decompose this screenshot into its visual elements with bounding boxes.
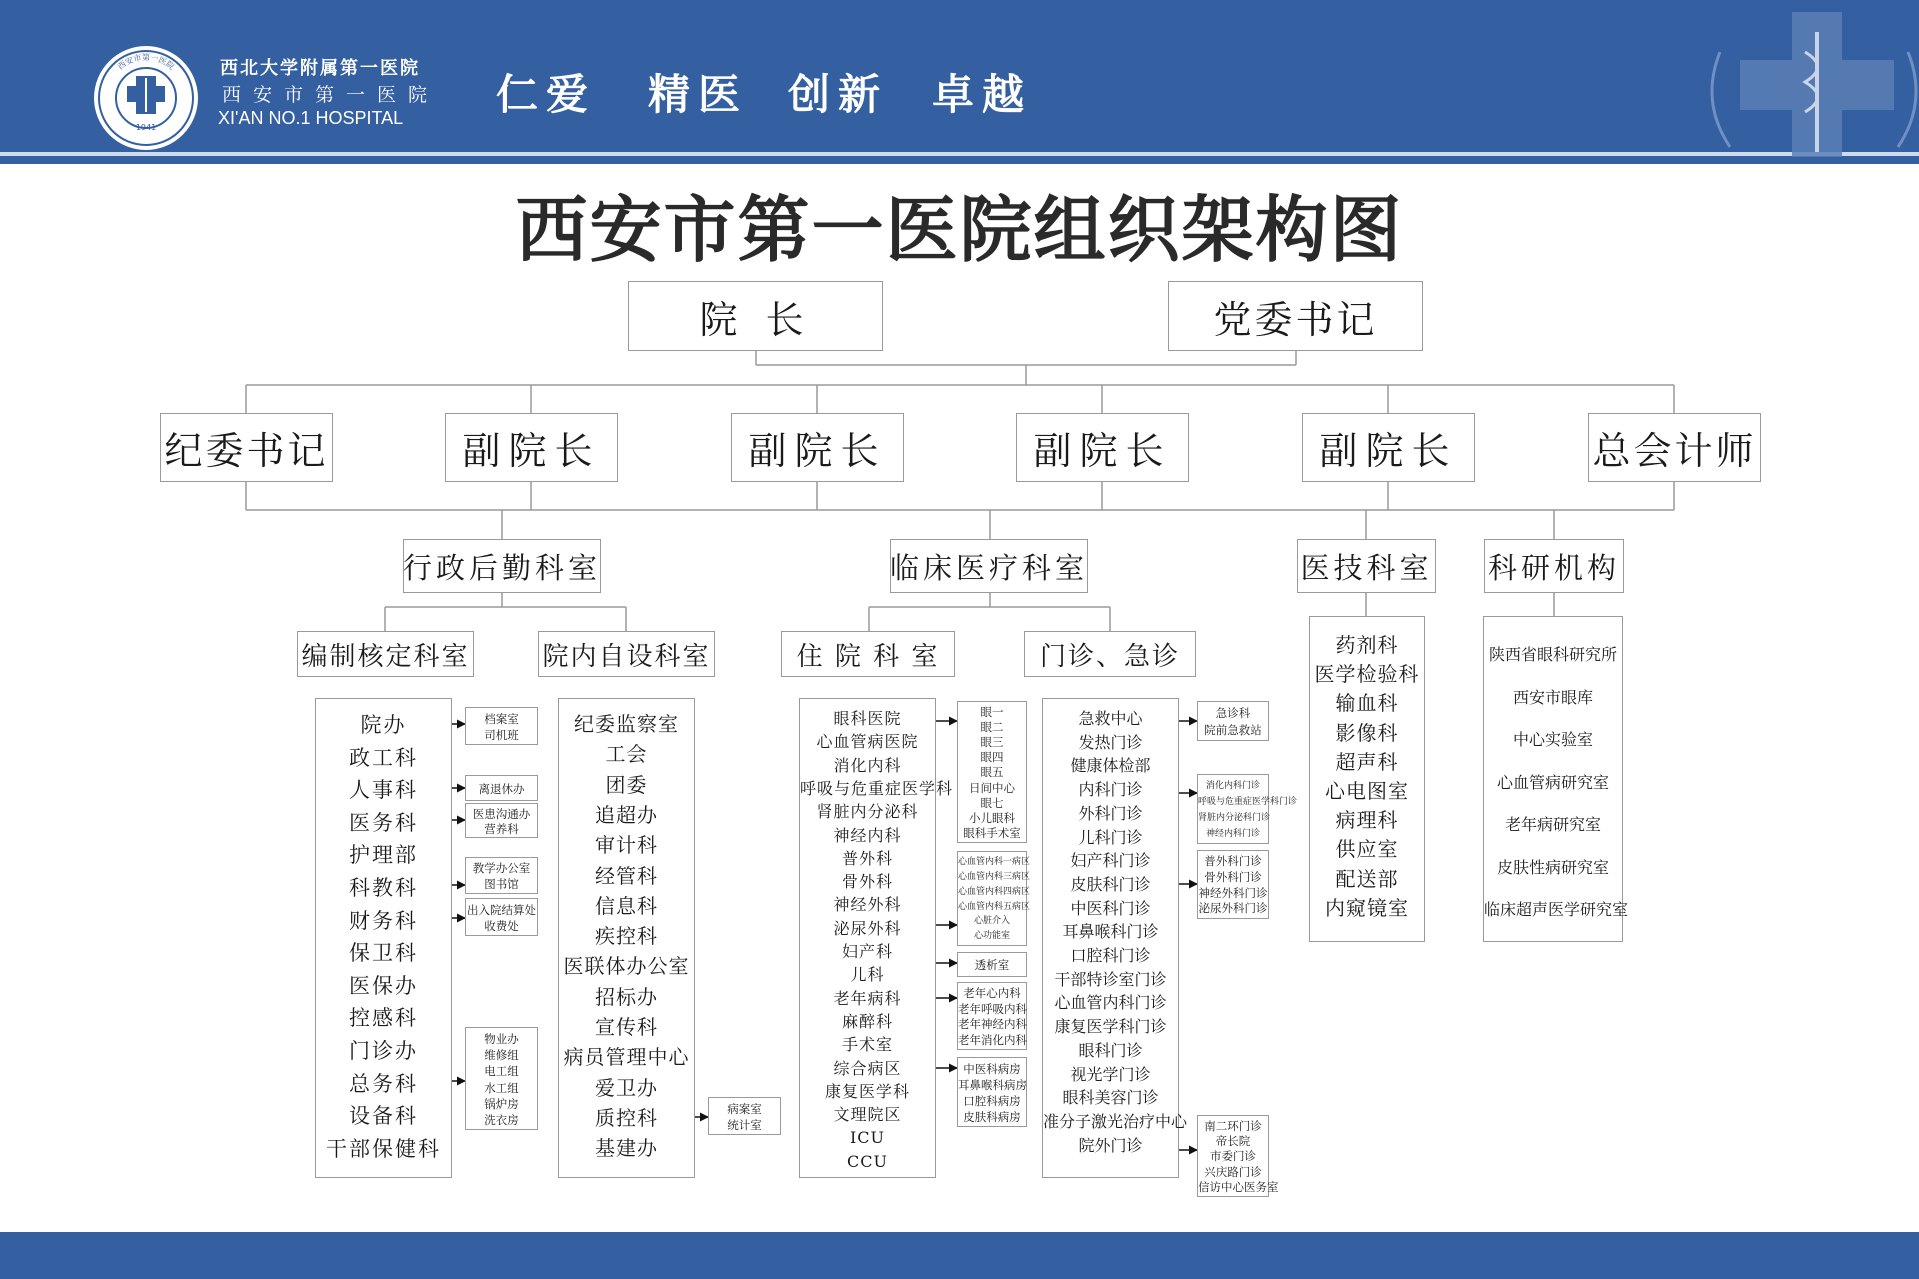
list-item: 经管科 — [595, 863, 658, 888]
sub-unit-item: 眼二 — [980, 720, 1004, 735]
research-institute-list — [1483, 616, 1629, 942]
sub-unit-item: 呼吸与危重症医学科门诊 — [1198, 797, 1298, 807]
sub-unit-box — [1197, 774, 1298, 844]
list-item: 准分子激光治疗中心 — [1043, 1111, 1188, 1131]
list-item: 干部特诊室门诊 — [1054, 969, 1167, 989]
list-item: 人事科 — [349, 778, 418, 803]
sub-unit-item: 肾脏内分泌科门诊 — [1198, 813, 1271, 823]
list-item: 神经内科 — [833, 825, 902, 845]
list-item: 皮肤科门诊 — [1070, 874, 1151, 894]
sub-unit-item: 中医科病房 — [963, 1062, 1021, 1076]
list-item: 宣传科 — [595, 1015, 658, 1039]
sub-unit-box — [1197, 1115, 1279, 1197]
sub-unit-box — [1197, 701, 1269, 741]
list-item: 口腔科门诊 — [1070, 946, 1151, 965]
sub-unit-box — [465, 775, 538, 801]
sub-unit-item: 水工组 — [484, 1080, 519, 1095]
list-item: 团委 — [605, 772, 648, 797]
list-item: 护理部 — [349, 843, 418, 868]
list-item: 耳鼻喉科门诊 — [1062, 922, 1159, 942]
list-item: 中心实验室 — [1512, 730, 1593, 749]
list-item: 文理院区 — [833, 1105, 902, 1125]
sub-unit-box — [957, 1057, 1027, 1127]
internal-department-list — [558, 698, 695, 1178]
list-item: 工会 — [605, 742, 648, 767]
sub-unit-item: 眼五 — [980, 765, 1004, 780]
sub-unit-item: 神经内科门诊 — [1205, 829, 1260, 839]
sub-unit-item: 锅炉房 — [484, 1096, 519, 1111]
list-item: 配送部 — [1335, 866, 1399, 891]
sub-unit-item: 收费处 — [484, 919, 519, 933]
sub-unit-item: 日间中心 — [969, 780, 1015, 795]
inpatient-department-list — [799, 698, 954, 1178]
sub-unit-box — [465, 707, 538, 745]
category-clinical: 临床医疗科室 — [890, 539, 1088, 593]
sub-unit-item: 急诊科 — [1215, 706, 1251, 720]
list-item: 外科门诊 — [1078, 803, 1143, 823]
sub-unit-item: 老年神经内科 — [958, 1017, 1027, 1031]
list-item: 财务科 — [349, 908, 418, 933]
sub-unit-item: 维修组 — [484, 1048, 519, 1063]
sub-unit-item: 市委门诊 — [1210, 1149, 1256, 1164]
sub-unit-item: 兴庆路门诊 — [1204, 1164, 1262, 1179]
list-item: 门诊办 — [349, 1039, 418, 1063]
list-item: 医学检验科 — [1314, 662, 1420, 687]
list-item: 医务科 — [349, 810, 418, 835]
list-item: 妇产科 — [841, 942, 893, 961]
sub-unit-item: 医患沟通办 — [472, 807, 531, 821]
list-item: 控感科 — [349, 1006, 418, 1031]
list-item: 医保办 — [349, 973, 418, 998]
discipline-secretary-box: 纪委书记 — [160, 413, 333, 482]
list-item: 健康体检部 — [1070, 756, 1151, 776]
list-item: 中医科门诊 — [1070, 898, 1151, 918]
hospital-name-cn-1: 西北大学附属第一医院 — [220, 58, 420, 79]
list-item: 眼科美容门诊 — [1062, 1088, 1159, 1108]
sub-unit-item: 口腔科病房 — [963, 1094, 1021, 1108]
sub-unit-box — [465, 1027, 538, 1130]
sub-unit-item: 消化内科门诊 — [1205, 781, 1260, 791]
sub-unit-item: 统计室 — [727, 1118, 762, 1132]
sub-unit-item: 院前急救站 — [1204, 723, 1262, 737]
sub-unit-item: 普外科门诊 — [1204, 854, 1262, 868]
sub-unit-item: 信访中心医务室 — [1198, 1179, 1279, 1194]
list-item: 病理科 — [1335, 808, 1399, 833]
sub-unit-item: 眼四 — [980, 750, 1004, 765]
motto-2: 精医 — [648, 70, 749, 119]
list-item: 眼科门诊 — [1078, 1040, 1143, 1060]
sub-unit-item: 图书馆 — [484, 876, 519, 891]
motto-3: 创新 — [788, 70, 889, 119]
sub-unit-item: 皮肤科病房 — [963, 1110, 1021, 1124]
sub-unit-item: 出入院结算处 — [467, 903, 536, 917]
list-item: 临床超声医学研究室 — [1484, 900, 1629, 919]
category-admin: 行政后勤科室 — [403, 539, 601, 593]
list-item: 麻醉科 — [841, 1011, 893, 1031]
sub-unit-item: 骨外科门诊 — [1204, 869, 1262, 884]
sub-unit-box — [465, 803, 538, 838]
sub-unit-box — [1197, 850, 1269, 919]
sub-unit-item: 心血管内科三病区 — [958, 871, 1031, 882]
list-item: 心血管病研究室 — [1496, 772, 1609, 792]
subcategory-inpatient: 住 院 科 室 — [781, 631, 955, 677]
list-item: 纪委监察室 — [574, 712, 679, 736]
list-item: 儿科门诊 — [1078, 827, 1143, 847]
list-item: 招标办 — [595, 984, 658, 1009]
list-item: 供应室 — [1335, 837, 1399, 862]
list-item: 心血管病医院 — [816, 732, 919, 752]
chief-accountant-box: 总会计师 — [1588, 413, 1761, 482]
subcategory-internal: 院内自设科室 — [538, 631, 715, 677]
sub-unit-item: 心血管内科一病区 — [958, 857, 1031, 867]
sub-unit-item: 教学办公室 — [472, 861, 531, 875]
sub-unit-item: 泌尿外科门诊 — [1198, 901, 1268, 916]
list-item: 妇产科门诊 — [1070, 851, 1151, 871]
sub-unit-box — [957, 851, 1031, 946]
sub-unit-box — [708, 1097, 781, 1135]
list-item: 追超办 — [595, 802, 658, 827]
list-item: 消化内科 — [833, 755, 902, 775]
logo-year: 1941 — [135, 123, 157, 132]
sub-unit-item: 病案室 — [727, 1102, 762, 1116]
list-item: 质控科 — [595, 1105, 658, 1130]
sub-unit-item: 眼一 — [980, 705, 1004, 719]
list-item: 泌尿外科 — [833, 918, 902, 938]
list-item: 急救中心 — [1078, 709, 1143, 728]
list-item: 老年病科 — [833, 988, 902, 1008]
subcategory-staffing: 编制核定科室 — [297, 631, 474, 677]
vice-president-box-1: 副院长 — [445, 413, 618, 482]
sub-unit-item: 老年心内科 — [963, 986, 1021, 1000]
list-item: 神经外科 — [833, 895, 902, 915]
list-item: 总务科 — [349, 1071, 418, 1096]
outpatient-department-list — [1042, 698, 1188, 1178]
sub-unit-item: 小儿眼科 — [969, 810, 1015, 825]
list-item: 康复医学科门诊 — [1054, 1017, 1167, 1037]
list-item: CCU — [847, 1151, 888, 1171]
staffing-department-list — [315, 698, 452, 1178]
list-item: 输血科 — [1335, 691, 1399, 716]
list-item: 儿科 — [850, 965, 885, 985]
list-item: 病员管理中心 — [563, 1045, 690, 1070]
sub-unit-item: 司机班 — [484, 728, 519, 742]
list-item: 内科门诊 — [1078, 780, 1143, 800]
list-item: ICU — [849, 1128, 886, 1148]
list-item: 干部保健科 — [326, 1136, 441, 1161]
medtech-department-list — [1309, 616, 1425, 942]
list-item: 骨外科 — [841, 872, 893, 892]
vice-president-box-3: 副院长 — [1016, 413, 1189, 482]
sub-unit-item: 老年呼吸内科 — [958, 1001, 1027, 1016]
vice-president-box-4: 副院长 — [1302, 413, 1475, 482]
list-item: 普外科 — [841, 848, 893, 868]
list-item: 康复医学科 — [824, 1081, 910, 1101]
list-item: 呼吸与危重症医学科 — [800, 778, 954, 798]
list-item: 陕西省眼科研究所 — [1488, 645, 1617, 664]
hospital-name-cn-2: 西安市第一医院 — [222, 84, 440, 106]
list-item: 内窥镜室 — [1325, 895, 1409, 920]
list-item: 视光学门诊 — [1070, 1064, 1151, 1084]
list-item: 皮肤性病研究室 — [1496, 857, 1609, 877]
list-item: 心血管内科门诊 — [1054, 993, 1167, 1013]
list-item: 信息科 — [595, 893, 658, 918]
sub-unit-box — [957, 952, 1027, 977]
sub-unit-item: 眼七 — [980, 795, 1004, 810]
list-item: 院外门诊 — [1078, 1135, 1143, 1155]
list-item: 爱卫办 — [595, 1075, 658, 1100]
page-title: 西安市第一医院组织架构图 — [515, 188, 1404, 272]
sub-unit-item: 老年消化内科 — [958, 1032, 1027, 1047]
list-item: 设备科 — [349, 1104, 418, 1129]
list-item: 影像科 — [1335, 720, 1399, 745]
sub-unit-box — [465, 857, 538, 894]
sub-unit-item: 南二环门诊 — [1204, 1119, 1262, 1133]
list-item: 疾控科 — [595, 924, 658, 949]
sub-unit-item: 眼三 — [980, 735, 1004, 750]
sub-unit-item: 眼科手术室 — [963, 825, 1021, 840]
sub-unit-box — [957, 982, 1027, 1050]
list-item: 眼科医院 — [833, 709, 902, 728]
sub-unit-item: 档案室 — [484, 712, 519, 726]
sub-unit-item: 心脏介入 — [973, 916, 1010, 927]
sub-unit-item: 离退休办 — [478, 782, 525, 796]
list-item: 药剂科 — [1335, 633, 1399, 657]
hospital-name-en: XI'AN NO.1 HOSPITAL — [218, 108, 404, 128]
category-medtech: 医技科室 — [1297, 539, 1436, 593]
list-item: 老年病研究室 — [1504, 815, 1601, 834]
sub-unit-box — [465, 898, 538, 936]
list-item: 超声科 — [1335, 749, 1399, 774]
subcategory-outpatient: 门诊、急诊 — [1024, 631, 1196, 677]
list-item: 基建办 — [595, 1136, 658, 1161]
list-item: 院办 — [360, 713, 407, 737]
list-item: 心电图室 — [1325, 779, 1409, 803]
sub-unit-item: 透析室 — [974, 958, 1010, 972]
sub-unit-item: 心功能室 — [973, 931, 1010, 942]
list-item: 发热门诊 — [1078, 732, 1143, 752]
sub-unit-item: 营养科 — [484, 821, 519, 836]
list-item: 肾脏内分泌科 — [816, 802, 919, 822]
sub-unit-item: 神经外科门诊 — [1198, 885, 1268, 900]
sub-unit-item: 帝长院 — [1215, 1134, 1251, 1149]
list-item: 审计科 — [595, 833, 658, 858]
sub-unit-item: 耳鼻喉科病房 — [958, 1078, 1027, 1092]
sub-unit-item: 洗衣房 — [484, 1112, 519, 1127]
sub-unit-item: 心血管内科四病区 — [958, 886, 1031, 897]
sub-unit-item: 电工组 — [484, 1064, 519, 1079]
vice-president-box-2: 副院长 — [731, 413, 904, 482]
sub-unit-item: 物业办 — [484, 1032, 519, 1046]
motto-1: 仁爱 — [496, 70, 597, 119]
list-item: 政工科 — [349, 745, 418, 770]
motto-4: 卓越 — [932, 70, 1033, 119]
sub-unit-item: 心血管内科五病区 — [958, 901, 1031, 912]
list-item: 综合病区 — [833, 1058, 902, 1078]
list-item: 保卫科 — [349, 941, 418, 966]
party-secretary-box: 党委书记 — [1168, 281, 1423, 351]
logo-text: 西安市第一医院 — [116, 53, 176, 72]
list-item: 医联体办公室 — [563, 954, 690, 979]
president-box: 院 长 — [628, 281, 883, 351]
category-research: 科研机构 — [1484, 539, 1624, 593]
list-item: 科教科 — [349, 876, 418, 900]
sub-unit-box — [957, 701, 1027, 843]
list-item: 手术室 — [841, 1035, 893, 1055]
list-item: 西安市眼库 — [1512, 687, 1593, 707]
